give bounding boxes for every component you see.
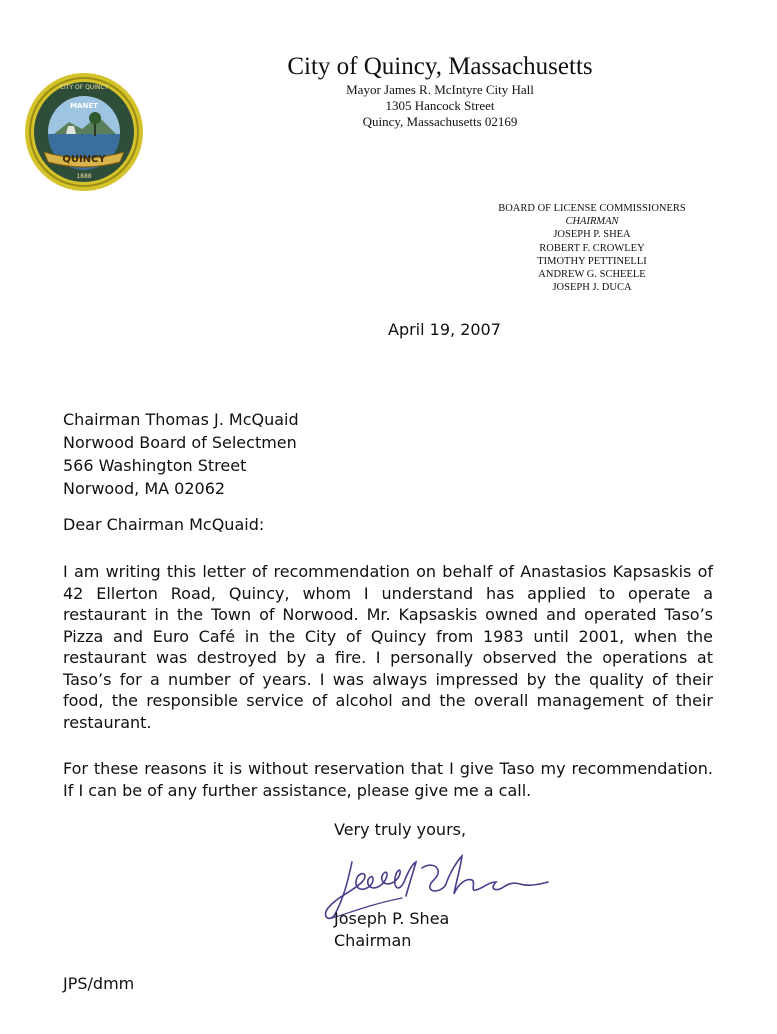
recipient-line: Chairman Thomas J. McQuaid xyxy=(63,410,299,429)
closing: Very truly yours, xyxy=(334,820,467,839)
salutation: Dear Chairman McQuaid: xyxy=(63,515,265,534)
board-member: ANDREW G. SCHEELE xyxy=(538,269,646,281)
board-roster xyxy=(478,202,706,294)
recipient-line: Norwood, MA 02062 xyxy=(63,479,226,498)
board-member: JOSEPH P. SHEA xyxy=(553,229,631,241)
body-paragraph-1: I am writing this letter of recommendation on behalf of Anastasios Kapsaskis of 42 Ellerton Road, Quincy, whom I understand has applied to operate a restaurant in the Town of Norwood. Mr. Kapsaskis owned and operated Taso’s Pizza and Euro Café in the City of Quincy from 1983 until 2001, when the restaurant was destroyed by a fire. I personally observed the operations at Taso’s for a number of years. I was always impressed by the quality of their food, the responsible service of alcohol and the overall management of their restaurant. xyxy=(63,562,713,732)
recipient-line: 566 Washington Street xyxy=(63,456,247,475)
letterhead-title: City of Quincy, Massachusetts xyxy=(287,53,593,80)
body-paragraph-2: For these reasons it is without reservation that I give Taso my recommendation. If I can be of any further assistance, please give me a call. xyxy=(63,759,713,800)
seal-ribbon-text: QUINCY xyxy=(62,154,106,165)
signer-title: Chairman xyxy=(334,931,412,950)
board-heading: BOARD OF LICENSE COMMISSIONERS xyxy=(498,203,686,214)
board-member: TIMOTHY PETTINELLI xyxy=(537,255,647,267)
seal-banner-text: MANET xyxy=(70,102,98,110)
seal-year: 1888 xyxy=(76,173,92,180)
recipient-line: Norwood Board of Selectmen xyxy=(63,433,297,452)
board-chair-label: CHAIRMAN xyxy=(565,216,619,228)
board-member: JOSEPH J. DUCA xyxy=(552,282,632,294)
letterhead-address-line1: Mayor James R. McIntyre City Hall xyxy=(346,82,534,97)
letter-date: April 19, 2007 xyxy=(388,320,501,339)
signer-block xyxy=(334,908,449,952)
seal-ring-text: CITY OF QUINCY xyxy=(59,84,109,91)
letterhead-address-line3: Quincy, Massachusetts 02169 xyxy=(362,114,518,129)
board-member: ROBERT F. CROWLEY xyxy=(539,242,645,254)
recipient-address xyxy=(63,408,299,500)
signer-name: Joseph P. Shea xyxy=(334,909,450,928)
city-seal xyxy=(24,72,144,192)
letterhead-address-line2: 1305 Hancock Street xyxy=(385,98,495,113)
typist-initials: JPS/dmm xyxy=(63,974,135,993)
letterhead xyxy=(250,52,630,130)
